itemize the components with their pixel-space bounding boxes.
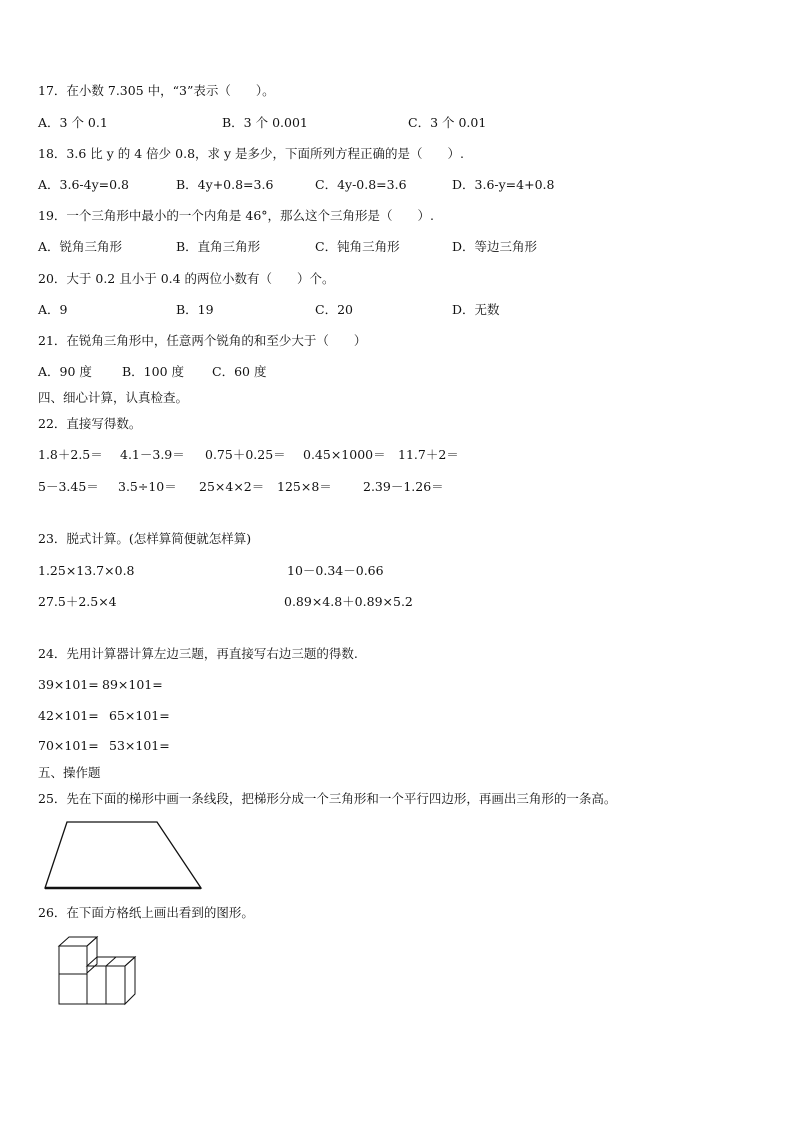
section-4-heading: 四、细心计算，认真检查。 (38, 390, 189, 405)
calc-item: 39×101= (38, 677, 99, 692)
calc-item: 125×8＝ (277, 479, 332, 494)
question-20-stem: 20．大于 0.2 且小于 0.4 的两位小数有（ ）个。 (38, 271, 335, 286)
question-24-stem: 24．先用计算器计算左边三题，再直接写右边三题的得数. (38, 646, 358, 661)
question-20-option-b: B．19 (176, 302, 214, 317)
question-18-option-a: A．3.6-4y=0.8 (38, 177, 129, 192)
question-18-option-b: B．4y+0.8=3.6 (176, 177, 274, 192)
question-21-stem: 21．在锐角三角形中，任意两个锐角的和至少大于（ ） (38, 333, 367, 348)
question-22-stem: 22．直接写得数。 (38, 416, 142, 431)
question-23-stem: 23．脱式计算。(怎样算简便就怎样算) (38, 531, 252, 546)
question-19-option-b: B．直角三角形 (176, 239, 261, 254)
section-5-heading: 五、操作题 (38, 765, 101, 780)
question-20-option-d: D．无数 (452, 302, 500, 317)
calc-item: 0.89×4.8＋0.89×5.2 (284, 594, 413, 609)
calc-item: 10－0.34－0.66 (287, 563, 384, 578)
calc-item: 53×101= (109, 738, 170, 753)
question-17-option-a: A．3 个 0.1 (38, 115, 108, 130)
question-19-option-a: A．锐角三角形 (38, 239, 123, 254)
calc-item: 65×101= (109, 708, 170, 723)
calc-item: 5－3.45＝ (38, 479, 99, 494)
question-19-stem: 19．一个三角形中最小的一个内角是 46°，那么这个三角形是（ ）. (38, 208, 435, 223)
calc-item: 89×101= (102, 677, 163, 692)
calc-item: 0.75＋0.25＝ (205, 447, 286, 462)
calc-item: 3.5÷10＝ (118, 479, 177, 494)
question-17-option-c: C．3 个 0.01 (408, 115, 487, 130)
calc-item: 70×101= (38, 738, 99, 753)
question-18-option-d: D．3.6-y=4+0.8 (452, 177, 555, 192)
calc-item: 4.1－3.9＝ (120, 447, 185, 462)
question-18-option-c: C．4y-0.8=3.6 (315, 177, 407, 192)
question-26-stem: 26．在下面方格纸上画出看到的图形。 (38, 905, 254, 920)
calc-item: 25×4×2＝ (199, 479, 265, 494)
question-17-stem: 17．在小数 7.305 中，“3”表示（ ）。 (38, 83, 275, 98)
calc-item: 11.7＋2＝ (398, 447, 459, 462)
calc-item: 2.39－1.26＝ (363, 479, 444, 494)
question-19-option-d: D．等边三角形 (452, 239, 538, 254)
calc-item: 1.8＋2.5＝ (38, 447, 103, 462)
calc-item: 1.25×13.7×0.8 (38, 563, 135, 578)
question-18-stem: 18．3.6 比 y 的 4 倍少 0.8，求 y 是多少，下面所列方程正确的是（ ）. (38, 146, 465, 161)
question-21-option-b: B．100 度 (122, 364, 185, 379)
question-25-stem: 25．先在下面的梯形中画一条线段，把梯形分成一个三角形和一个平行四边形，再画出三角形的一条高。 (38, 791, 617, 806)
calc-item: 27.5＋2.5×4 (38, 594, 117, 609)
question-21-option-c: C．60 度 (212, 364, 267, 379)
calc-item: 42×101= (38, 708, 99, 723)
question-21-option-a: A．90 度 (38, 364, 92, 379)
question-20-option-a: A．9 (38, 302, 68, 317)
calc-item: 0.45×1000＝ (303, 447, 386, 462)
question-19-option-c: C．钝角三角形 (315, 239, 400, 254)
question-20-option-c: C．20 (315, 302, 353, 317)
question-17-option-b: B．3 个 0.001 (222, 115, 308, 130)
